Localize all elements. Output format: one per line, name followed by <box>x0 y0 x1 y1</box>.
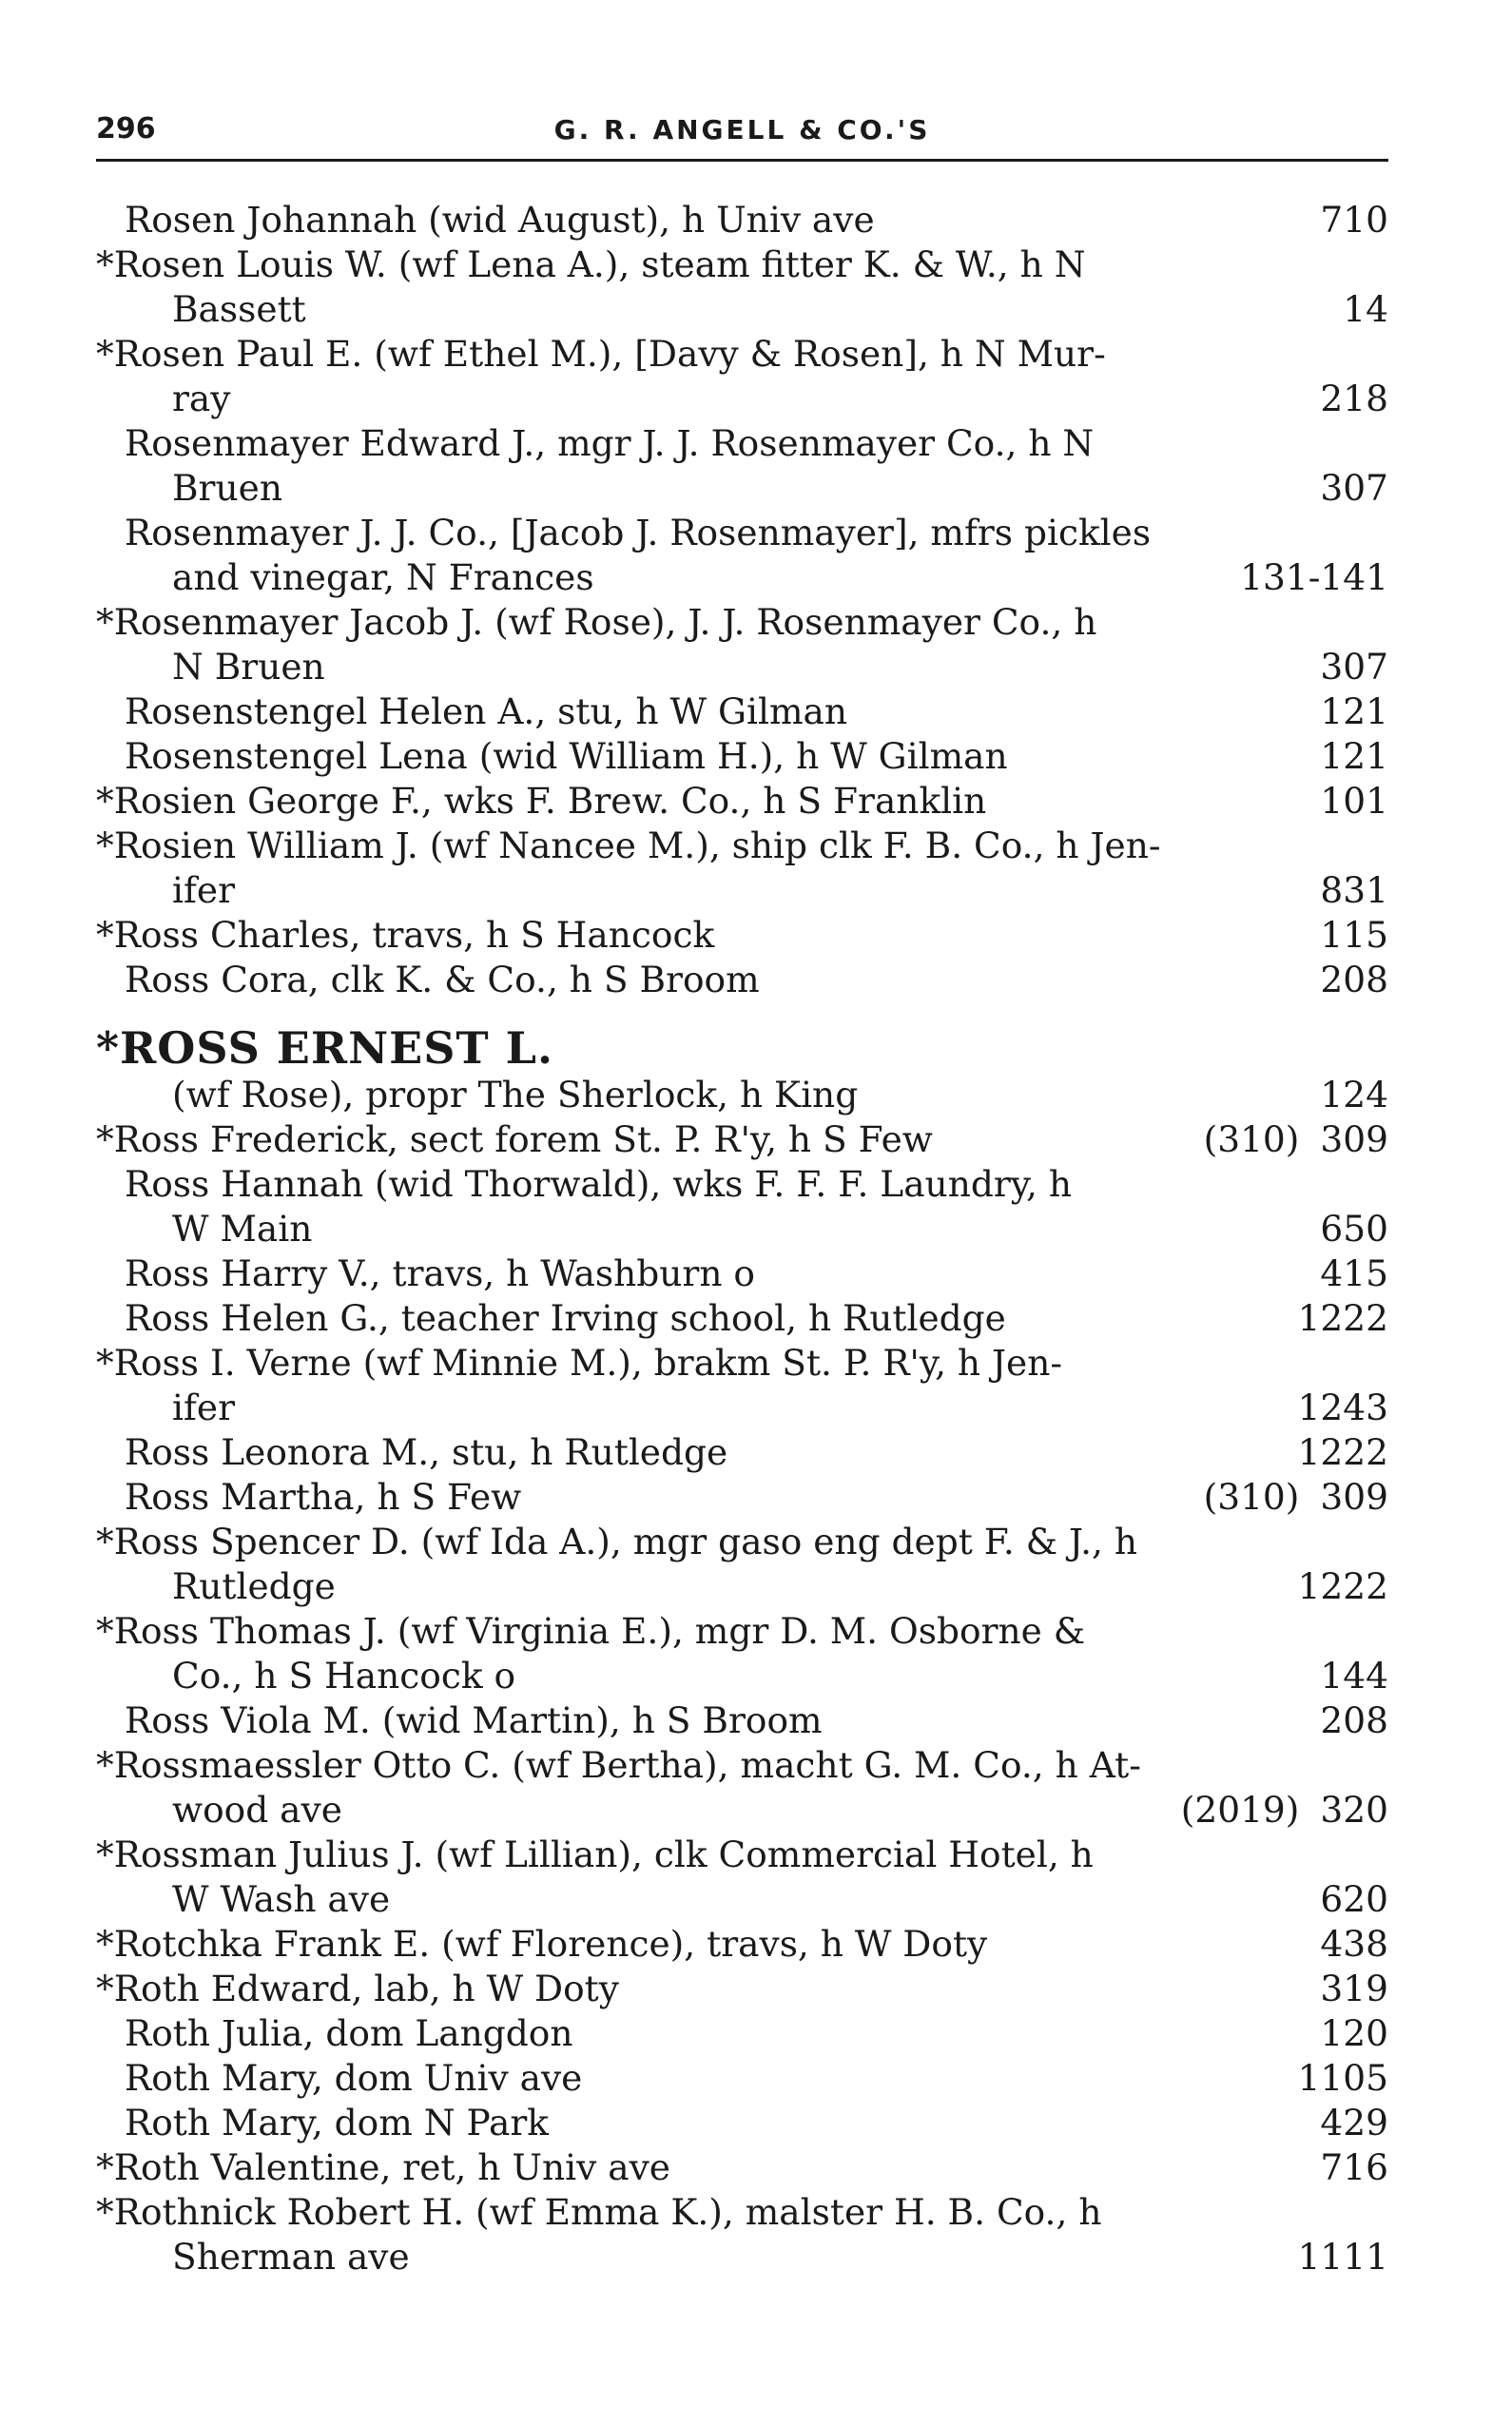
entry-number <box>1298 1296 1388 1341</box>
entry-text: *Ross Frederick, sect forem St. P. R'y, h S Few <box>96 1118 933 1160</box>
entry-text: Ross Harry V., travs, h Washburn o <box>125 1252 755 1294</box>
directory-entry <box>96 1833 1388 1922</box>
entry-line <box>96 1251 1388 1296</box>
entry-house-number: 115 <box>1320 914 1388 956</box>
entry-text: Rosenmayer Edward J., mgr J. J. Rosenmayer Co., h N <box>125 422 1095 464</box>
entry-line <box>96 600 1388 645</box>
entry-house-number: 309 <box>1320 1476 1388 1518</box>
entry-line <box>96 1341 1388 1386</box>
entry-text: *Rosenmayer Jacob J. (wf Rose), J. J. Rosenmayer Co., h <box>96 601 1097 643</box>
entry-phone-number: (310) <box>1203 1118 1300 1160</box>
entry-text: Ross Viola M. (wid Martin), h S Broom <box>125 1699 823 1741</box>
entry-number <box>1320 2101 1388 2145</box>
entry-number <box>1320 868 1388 913</box>
entry-house-number: 307 <box>1320 646 1388 688</box>
entry-house-number: 1243 <box>1297 1387 1388 1428</box>
entry-number <box>1320 689 1388 734</box>
entry-line <box>96 734 1388 779</box>
entry-house-number: 120 <box>1320 2012 1388 2054</box>
heading-name: *ROSS ERNEST L. <box>96 1022 554 1074</box>
entry-number <box>1240 555 1388 600</box>
entry-line <box>96 1609 1388 1654</box>
entry-text: *Ross I. Verne (wf Minnie M.), brakm St. P. R'y, h Jen- <box>96 1342 1063 1384</box>
entry-number <box>1320 1877 1388 1922</box>
entry-number <box>1320 2145 1388 2190</box>
directory-entry <box>96 1743 1388 1833</box>
entry-house-number: 716 <box>1320 2146 1388 2188</box>
directory-entry <box>96 958 1388 1002</box>
directory-entry <box>96 1430 1388 1475</box>
entry-line <box>96 1073 1388 1117</box>
entry-text: Rosen Johannah (wid August), h Univ ave <box>125 199 875 241</box>
entry-line <box>96 1922 1388 1967</box>
entry-text: *Rosien George F., wks F. Brew. Co., h S Franklin <box>96 780 987 822</box>
entry-line <box>96 287 1388 332</box>
entry-number <box>1320 1967 1388 2011</box>
entry-line <box>96 1520 1388 1564</box>
entry-house-number: 1222 <box>1297 1297 1388 1339</box>
entry-number <box>1320 1654 1388 1698</box>
entry-phone-number: (2019) <box>1180 1789 1300 1831</box>
directory-entry <box>96 2190 1388 2280</box>
entry-text: *Roth Valentine, ret, h Univ ave <box>96 2146 670 2188</box>
entry-text: Ross Cora, clk K. & Co., h S Broom <box>125 959 760 1000</box>
entry-number <box>1320 198 1388 242</box>
entry-text: W Wash ave <box>172 1878 391 1920</box>
entry-number <box>1298 2235 1388 2280</box>
entry-house-number: 121 <box>1320 690 1388 732</box>
entry-text: wood ave <box>172 1789 342 1831</box>
entry-line <box>96 1430 1388 1475</box>
entry-house-number: 415 <box>1320 1252 1388 1294</box>
entry-line <box>96 2101 1388 2145</box>
directory-entry <box>96 1251 1388 1296</box>
entry-number <box>1204 1475 1388 1520</box>
entry-house-number: 131-141 <box>1240 556 1388 598</box>
entry-number <box>1298 1564 1388 1609</box>
entry-line <box>96 1833 1388 1877</box>
entry-house-number: 144 <box>1320 1655 1388 1697</box>
entry-line <box>96 958 1388 1002</box>
entry-house-number: 121 <box>1320 735 1388 777</box>
entry-text: *Rosen Louis W. (wf Lena A.), steam fitter K. & W., h N <box>96 243 1086 285</box>
entry-line <box>96 913 1388 958</box>
entry-line <box>96 421 1388 466</box>
entry-text: Ross Helen G., teacher Irving school, h Rutledge <box>125 1297 1006 1339</box>
entry-text: Rosenmayer J. J. Co., [Jacob J. Rosenmayer], mfrs pickles <box>125 512 1152 553</box>
entry-number <box>1320 1698 1388 1743</box>
entry-line <box>96 511 1388 555</box>
entry-house-number: 620 <box>1320 1878 1388 1920</box>
entry-number <box>1204 1117 1388 1162</box>
entry-number <box>1320 645 1388 689</box>
entry-line <box>96 1162 1388 1207</box>
entry-line <box>96 868 1388 913</box>
entry-line <box>96 466 1388 511</box>
entry-line <box>96 2145 1388 2190</box>
entry-house-number: 101 <box>1320 780 1388 822</box>
directory-entry <box>96 913 1388 958</box>
entry-house-number: 1222 <box>1297 1431 1388 1473</box>
directory-entry <box>96 242 1388 332</box>
entry-text: W Main <box>172 1208 313 1250</box>
directory-entry <box>96 2011 1388 2056</box>
directory-entry <box>96 1162 1388 1251</box>
entry-text: and vinegar, N Frances <box>172 556 594 598</box>
entry-house-number: 1222 <box>1297 1565 1388 1607</box>
entry-line <box>96 1788 1388 1833</box>
directory-entry <box>96 511 1388 600</box>
entry-line <box>96 555 1388 600</box>
directory-entry <box>96 421 1388 511</box>
entry-number <box>1181 1788 1388 1833</box>
entry-number <box>1320 2011 1388 2056</box>
entry-line <box>96 2190 1388 2235</box>
entry-line <box>96 645 1388 689</box>
entry-text: Rosenstengel Lena (wid William H.), h W Gilman <box>125 735 1008 777</box>
entry-phone-number: (310) <box>1203 1476 1300 1518</box>
entry-text: Co., h S Hancock o <box>172 1655 516 1697</box>
directory-entry <box>96 198 1388 242</box>
entry-house-number: 320 <box>1320 1789 1388 1831</box>
entry-text: Ross Martha, h S Few <box>125 1476 522 1518</box>
entry-line <box>96 1207 1388 1251</box>
entry-line <box>96 2056 1388 2101</box>
directory-entry <box>96 1698 1388 1743</box>
entry-text: Ross Hannah (wid Thorwald), wks F. F. F. Laundry, h <box>125 1163 1072 1205</box>
directory-entry <box>96 1296 1388 1341</box>
entry-house-number: 208 <box>1320 959 1388 1000</box>
entry-line <box>96 1296 1388 1341</box>
entry-house-number: 710 <box>1320 199 1388 241</box>
entry-text: *Ross Charles, travs, h S Hancock <box>96 914 715 956</box>
running-title: G. R. ANGELL & CO.'S <box>553 114 931 146</box>
entry-text: Bassett <box>172 288 306 330</box>
entry-line <box>96 198 1388 242</box>
entry-house-number: 1111 <box>1297 2236 1388 2278</box>
entry-house-number: 429 <box>1320 2102 1388 2144</box>
page-header <box>96 107 1388 160</box>
directory-entry <box>96 734 1388 779</box>
entry-house-number: 650 <box>1320 1208 1388 1250</box>
entry-text: Roth Julia, dom Langdon <box>125 2012 573 2054</box>
entry-number <box>1343 287 1388 332</box>
entry-line <box>96 824 1388 868</box>
directory-entry <box>96 824 1388 913</box>
directory-entry <box>96 689 1388 734</box>
directory-entry <box>96 1967 1388 2011</box>
entry-text: *Rosen Paul E. (wf Ethel M.), [Davy & Rosen], h N Mur- <box>96 333 1106 375</box>
entry-text: Roth Mary, dom N Park <box>125 2102 550 2144</box>
directory-entry <box>96 1922 1388 1967</box>
entry-house-number: 438 <box>1320 1923 1388 1965</box>
entry-house-number: 14 <box>1343 288 1388 330</box>
entry-text: Roth Mary, dom Univ ave <box>125 2057 583 2099</box>
entry-house-number: 831 <box>1320 869 1388 911</box>
entry-number <box>1320 779 1388 824</box>
entry-text: Rutledge <box>172 1565 336 1607</box>
directory-entry <box>96 1475 1388 1520</box>
entry-text: *Ross Thomas J. (wf Virginia E.), mgr D. M. Osborne & <box>96 1610 1086 1652</box>
entry-number <box>1320 466 1388 511</box>
directory-entry <box>96 1520 1388 1609</box>
entry-line <box>96 1743 1388 1788</box>
entry-line <box>96 1564 1388 1609</box>
entry-text: Sherman ave <box>172 2236 410 2278</box>
directory-entry <box>96 2101 1388 2145</box>
entry-text: *Rossman Julius J. (wf Lillian), clk Commercial Hotel, h <box>96 1833 1094 1875</box>
entry-text: *Ross Spencer D. (wf Ida A.), mgr gaso eng dept F. & J., h <box>96 1521 1138 1562</box>
entry-text: ray <box>172 378 231 419</box>
entry-house-number: 1105 <box>1297 2057 1388 2099</box>
entry-line <box>96 2011 1388 2056</box>
entry-number <box>1320 1251 1388 1296</box>
entry-line <box>96 242 1388 287</box>
header-rule <box>96 159 1388 162</box>
entry-text: ifer <box>172 869 235 911</box>
directory-entry <box>96 2145 1388 2190</box>
entry-number <box>1298 2056 1388 2101</box>
directory-entry <box>96 1609 1388 1698</box>
entry-line <box>96 1654 1388 1698</box>
entry-line <box>96 1386 1388 1430</box>
entry-line <box>96 332 1388 377</box>
entry-number <box>1320 958 1388 1002</box>
entry-text: *Rosien William J. (wf Nancee M.), ship clk F. B. Co., h Jen- <box>96 824 1161 866</box>
directory-entry <box>96 779 1388 824</box>
entry-house-number: 309 <box>1320 1118 1388 1160</box>
entry-line <box>96 377 1388 421</box>
entry-line <box>96 1117 1388 1162</box>
entry-text: Ross Leonora M., stu, h Rutledge <box>125 1431 728 1473</box>
entry-text: ifer <box>172 1387 235 1428</box>
directory-entry <box>96 600 1388 689</box>
page-number: 296 <box>96 112 156 146</box>
entry-line <box>96 1877 1388 1922</box>
entry-number <box>1320 1922 1388 1967</box>
entry-house-number: 307 <box>1320 467 1388 509</box>
entry-text: Bruen <box>172 467 282 509</box>
entry-house-number: 319 <box>1320 1968 1388 2009</box>
entry-line <box>96 1967 1388 2011</box>
entry-line <box>96 779 1388 824</box>
entry-text: *Rothnick Robert H. (wf Emma K.), malster H. B. Co., h <box>96 2191 1102 2233</box>
heading-entry <box>96 1023 1388 1117</box>
directory-entry <box>96 1117 1388 1162</box>
entry-number <box>1320 913 1388 958</box>
entry-text: *Rossmaessler Otto C. (wf Bertha), macht G. M. Co., h At- <box>96 1744 1141 1786</box>
entry-number <box>1320 1073 1388 1117</box>
entry-number <box>1320 377 1388 421</box>
entry-house-number: 124 <box>1320 1074 1388 1116</box>
entry-house-number: 208 <box>1320 1699 1388 1741</box>
entry-number <box>1320 1207 1388 1251</box>
entry-text: *Rotchka Frank E. (wf Florence), travs, h W Doty <box>96 1923 988 1965</box>
entry-line <box>96 689 1388 734</box>
entry-line <box>96 1698 1388 1743</box>
directory-entry <box>96 332 1388 421</box>
entry-number <box>1320 734 1388 779</box>
entry-number <box>1298 1386 1388 1430</box>
directory-entry <box>96 2056 1388 2101</box>
entry-house-number: 218 <box>1320 378 1388 419</box>
entry-line <box>96 1475 1388 1520</box>
entry-text: (wf Rose), propr The Sherlock, h King <box>172 1074 859 1116</box>
entry-text: Rosenstengel Helen A., stu, h W Gilman <box>125 690 848 732</box>
entry-text: N Bruen <box>172 646 325 688</box>
directory-entries <box>96 198 1388 2280</box>
entry-line <box>96 2235 1388 2280</box>
entry-number <box>1298 1430 1388 1475</box>
directory-entry <box>96 1341 1388 1430</box>
entry-text: *Roth Edward, lab, h W Doty <box>96 1968 619 2009</box>
